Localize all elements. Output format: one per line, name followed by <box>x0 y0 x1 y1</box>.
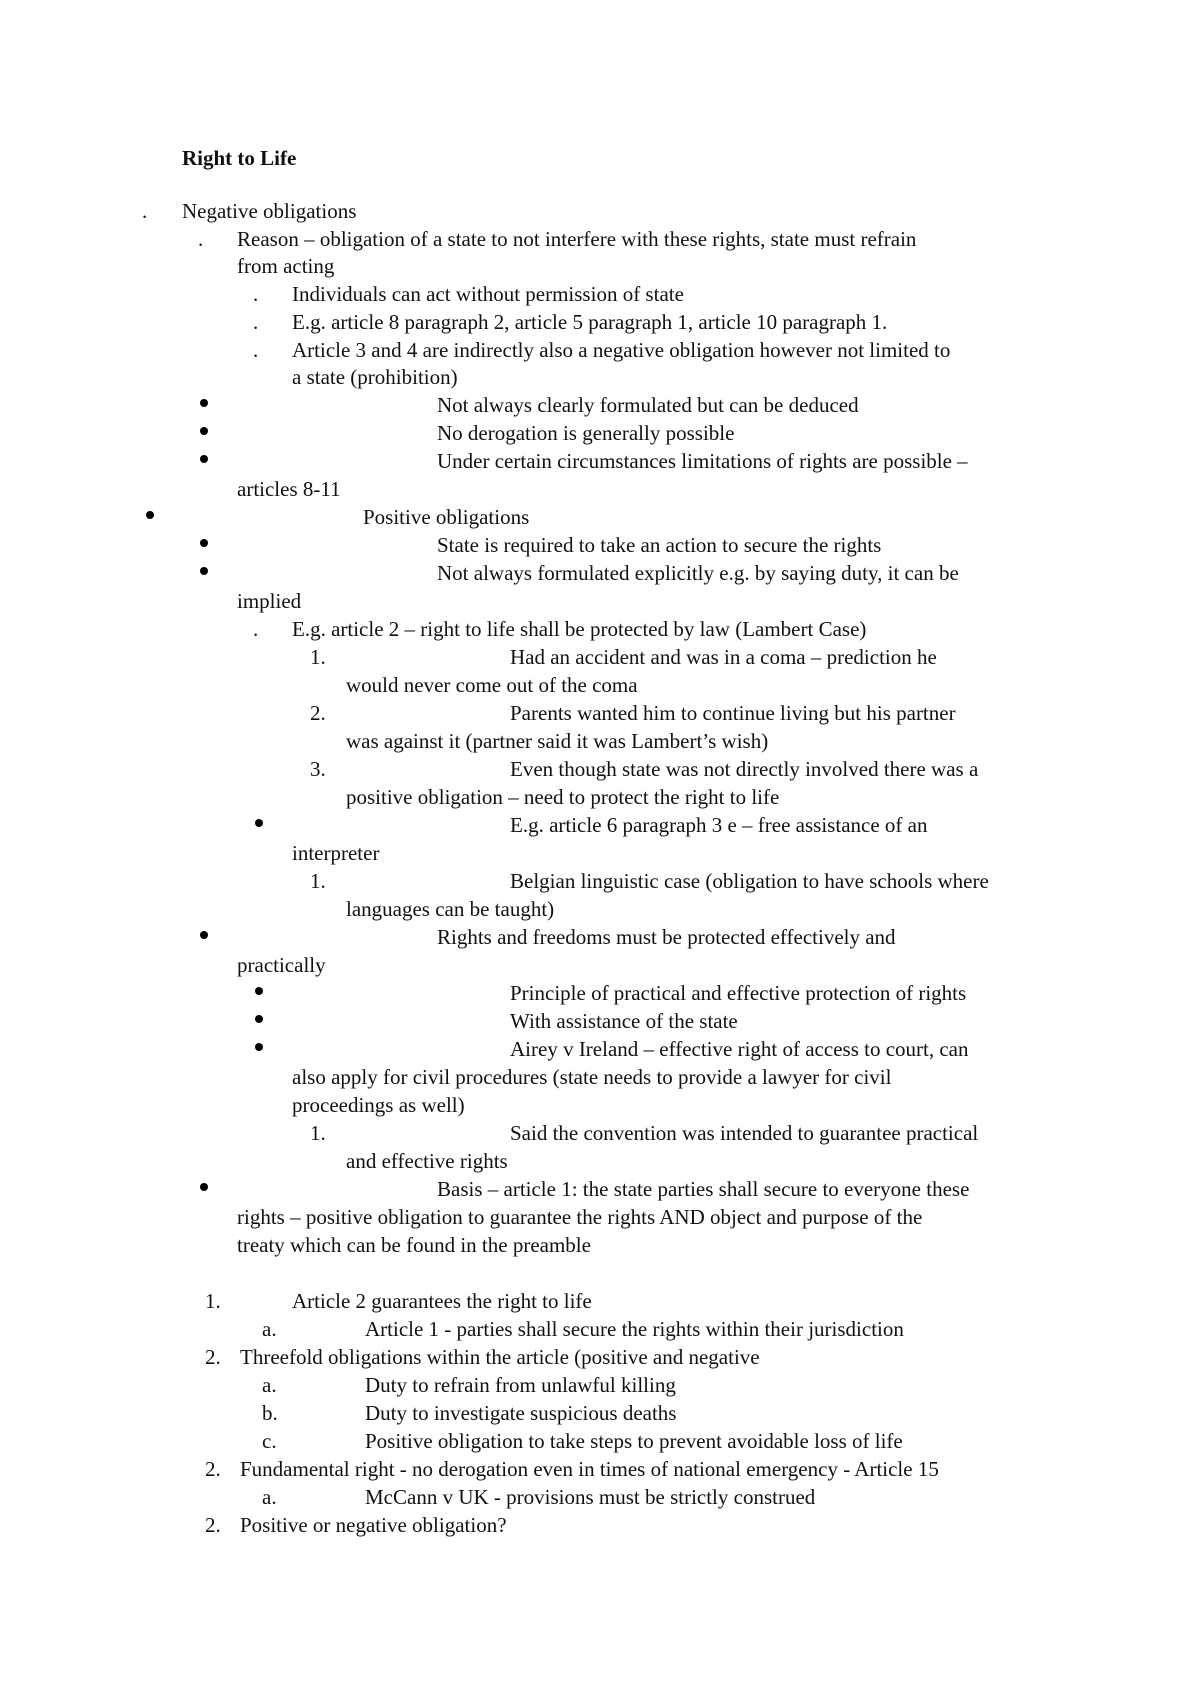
bullet-icon <box>255 819 263 827</box>
list-item: Fundamental right - no derogation even in times of national emergency - Article 15 <box>240 1457 939 1481</box>
list-item: a state (prohibition) <box>292 365 458 389</box>
list-item: Article 1 - parties shall secure the rights within their jurisdiction <box>365 1317 904 1341</box>
list-number: a. <box>262 1485 277 1509</box>
list-number: 2. <box>205 1457 221 1481</box>
list-item: from acting <box>237 254 335 278</box>
list-item: and effective rights <box>346 1149 508 1173</box>
list-item: rights – positive obligation to guarantee the rights AND object and purpose of the <box>237 1205 923 1229</box>
list-item: Had an accident and was in a coma – prediction he <box>510 645 937 669</box>
list-item: Duty to investigate suspicious deaths <box>365 1401 677 1425</box>
list-item: Reason – obligation of a state to not interfere with these rights, state must refrain <box>237 227 917 251</box>
list-item: implied <box>237 589 302 613</box>
list-item: Rights and freedoms must be protected effectively and <box>437 925 896 949</box>
list-number: 1. <box>310 645 326 669</box>
list-item: treaty which can be found in the preamble <box>237 1233 591 1257</box>
list-number: 1. <box>205 1289 221 1313</box>
list-number: 1. <box>310 1121 326 1145</box>
list-number: a. <box>262 1373 277 1397</box>
list-marker-period: . <box>253 338 259 362</box>
list-item: Basis – article 1: the state parties shall secure to everyone these <box>437 1177 970 1201</box>
list-item: Said the convention was intended to guarantee practical <box>510 1121 979 1145</box>
list-item: practically <box>237 953 326 977</box>
list-item: Article 2 guarantees the right to life <box>292 1289 592 1313</box>
bullet-icon <box>200 931 208 939</box>
list-number: 1. <box>310 869 326 893</box>
list-number: b. <box>262 1401 278 1425</box>
bullet-icon <box>200 539 208 547</box>
list-marker-period: . <box>253 310 259 334</box>
bullet-icon <box>200 399 208 407</box>
list-item: With assistance of the state <box>510 1009 738 1033</box>
list-item: languages can be taught) <box>346 897 555 921</box>
list-marker-period: . <box>142 199 148 223</box>
list-item: proceedings as well) <box>292 1093 465 1117</box>
bullet-icon <box>255 1043 263 1051</box>
list-item: Not always clearly formulated but can be deduced <box>437 393 859 417</box>
list-item: State is required to take an action to secure the rights <box>437 533 882 557</box>
list-item: Individuals can act without permission of state <box>292 282 684 306</box>
list-number: c. <box>262 1429 277 1453</box>
list-item: Parents wanted him to continue living but his partner <box>510 701 956 725</box>
list-item: Not always formulated explicitly e.g. by saying duty, it can be <box>437 561 959 585</box>
list-item: No derogation is generally possible <box>437 421 735 445</box>
list-marker-period: . <box>253 617 259 641</box>
bullet-icon <box>200 1183 208 1191</box>
list-number: 2. <box>205 1513 221 1537</box>
list-marker-period: . <box>198 227 204 251</box>
bullet-icon <box>255 1015 263 1023</box>
list-item: Principle of practical and effective protection of rights <box>510 981 967 1005</box>
list-item: Negative obligations <box>182 199 357 223</box>
list-item: would never come out of the coma <box>346 673 638 697</box>
page-title: Right to Life <box>182 146 297 170</box>
list-item: Even though state was not directly involved there was a <box>510 757 979 781</box>
list-item: Duty to refrain from unlawful killing <box>365 1373 676 1397</box>
list-item: E.g. article 2 – right to life shall be protected by law (Lambert Case) <box>292 617 867 641</box>
list-item: Under certain circumstances limitations of rights are possible – <box>437 449 968 473</box>
list-number: 2. <box>310 701 326 725</box>
list-item: McCann v UK - provisions must be strictly construed <box>365 1485 816 1509</box>
bullet-icon <box>200 567 208 575</box>
list-item: Positive obligations <box>363 505 530 529</box>
bullet-icon <box>255 987 263 995</box>
list-item: Positive obligation to take steps to prevent avoidable loss of life <box>365 1429 903 1453</box>
list-item: also apply for civil procedures (state needs to provide a lawyer for civil <box>292 1065 892 1089</box>
list-item: Article 3 and 4 are indirectly also a negative obligation however not limited to <box>292 338 951 362</box>
list-item: Positive or negative obligation? <box>240 1513 507 1537</box>
list-item: Airey v Ireland – effective right of access to court, can <box>510 1037 969 1061</box>
list-item: E.g. article 8 paragraph 2, article 5 paragraph 1, article 10 paragraph 1. <box>292 310 888 334</box>
list-marker-period: . <box>253 282 259 306</box>
list-item: Threefold obligations within the article (positive and negative <box>240 1345 760 1369</box>
list-item: interpreter <box>292 841 380 865</box>
list-number: 2. <box>205 1345 221 1369</box>
list-number: a. <box>262 1317 277 1341</box>
list-number: 3. <box>310 757 326 781</box>
bullet-icon <box>200 427 208 435</box>
list-item: positive obligation – need to protect the right to life <box>346 785 780 809</box>
list-item: was against it (partner said it was Lambert’s wish) <box>346 729 769 753</box>
bullet-icon <box>146 511 154 519</box>
bullet-icon <box>200 455 208 463</box>
list-item: articles 8-11 <box>237 477 341 501</box>
list-item: E.g. article 6 paragraph 3 e – free assistance of an <box>510 813 928 837</box>
list-item: Belgian linguistic case (obligation to have schools where <box>510 869 989 893</box>
